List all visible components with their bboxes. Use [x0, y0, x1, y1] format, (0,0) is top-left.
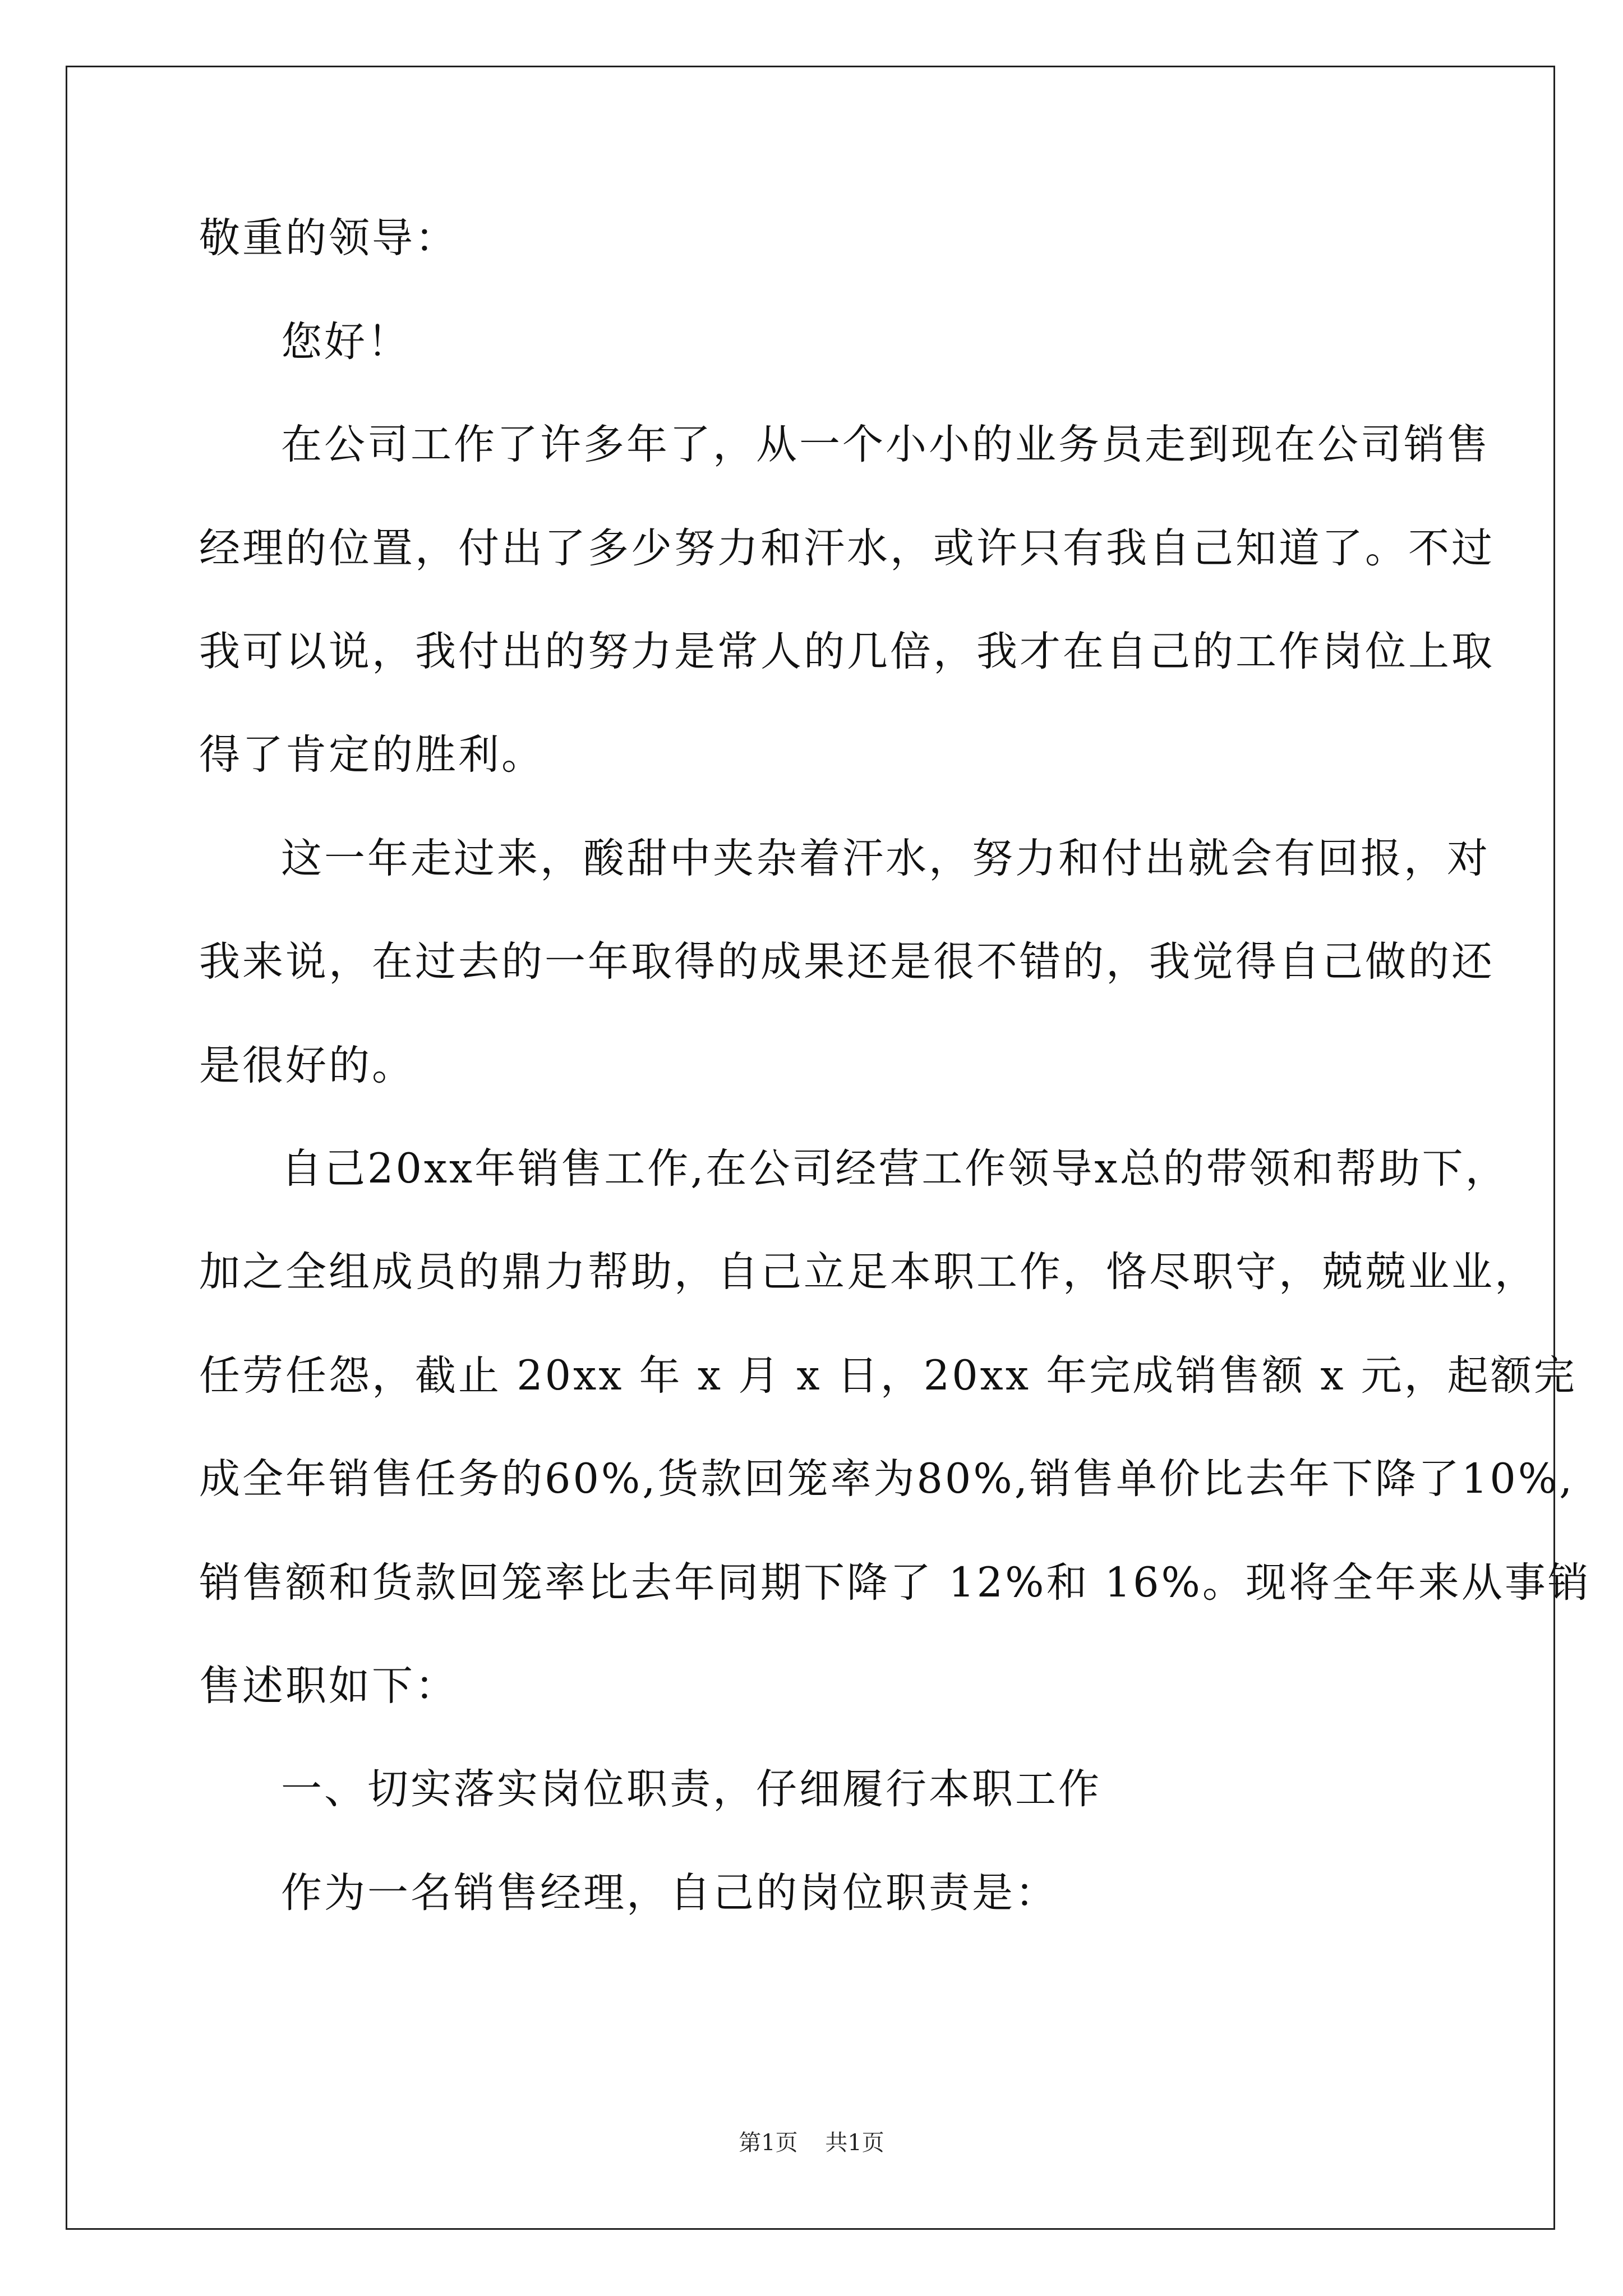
text-line: 敬重的领导： — [199, 214, 458, 262]
text-line: 我可以说，我付出的努力是常人的几倍，我才在自己的工作岗位上取 — [199, 628, 1495, 675]
text-line: 得了肯定的胜利。 — [199, 731, 545, 779]
text-line: 作为一名销售经理，自己的岗位职责是： — [281, 1869, 1058, 1917]
text-line: 您好！ — [281, 318, 411, 366]
text-line: 售述职如下： — [199, 1662, 458, 1710]
text-line: 加之全组成员的鼎力帮助，自己立足本职工作，恪尽职守，兢兢业业， — [199, 1248, 1538, 1296]
page-footer — [0, 2125, 1623, 2157]
text-line: 在公司工作了许多年了，从一个小小的业务员走到现在公司销售 — [281, 421, 1490, 468]
page-total: 共1页 — [825, 2130, 884, 2156]
text-line: 成全年销售任务的60%,货款回笼率为80%,销售单价比去年下降了10%, — [199, 1455, 1575, 1503]
text-line: 一、切实落实岗位职责，仔细履行本职工作 — [281, 1765, 1101, 1813]
text-line: 销售额和货款回笼率比去年同期下降了 12%和 16%。现将全年来从事销 — [199, 1559, 1591, 1607]
text-line: 这一年走过来，酸甜中夹杂着汗水，努力和付出就会有回报，对 — [281, 835, 1490, 882]
text-line: 经理的位置，付出了多少努力和汗水，或许只有我自己知道了。不过 — [199, 524, 1495, 572]
text-line: 任劳任怨，截止 20xx 年 x 月 x 日，20xx 年完成销售额 x 元，起额完 — [199, 1352, 1577, 1400]
text-line: 是很好的。 — [199, 1042, 415, 1089]
text-line: 自己20xx年销售工作,在公司经营工作领导x总的带领和帮助下， — [281, 1145, 1509, 1193]
text-line: 我来说，在过去的一年取得的成果还是很不错的，我觉得自己做的还 — [199, 938, 1495, 986]
page-number: 第1页 — [739, 2130, 798, 2156]
